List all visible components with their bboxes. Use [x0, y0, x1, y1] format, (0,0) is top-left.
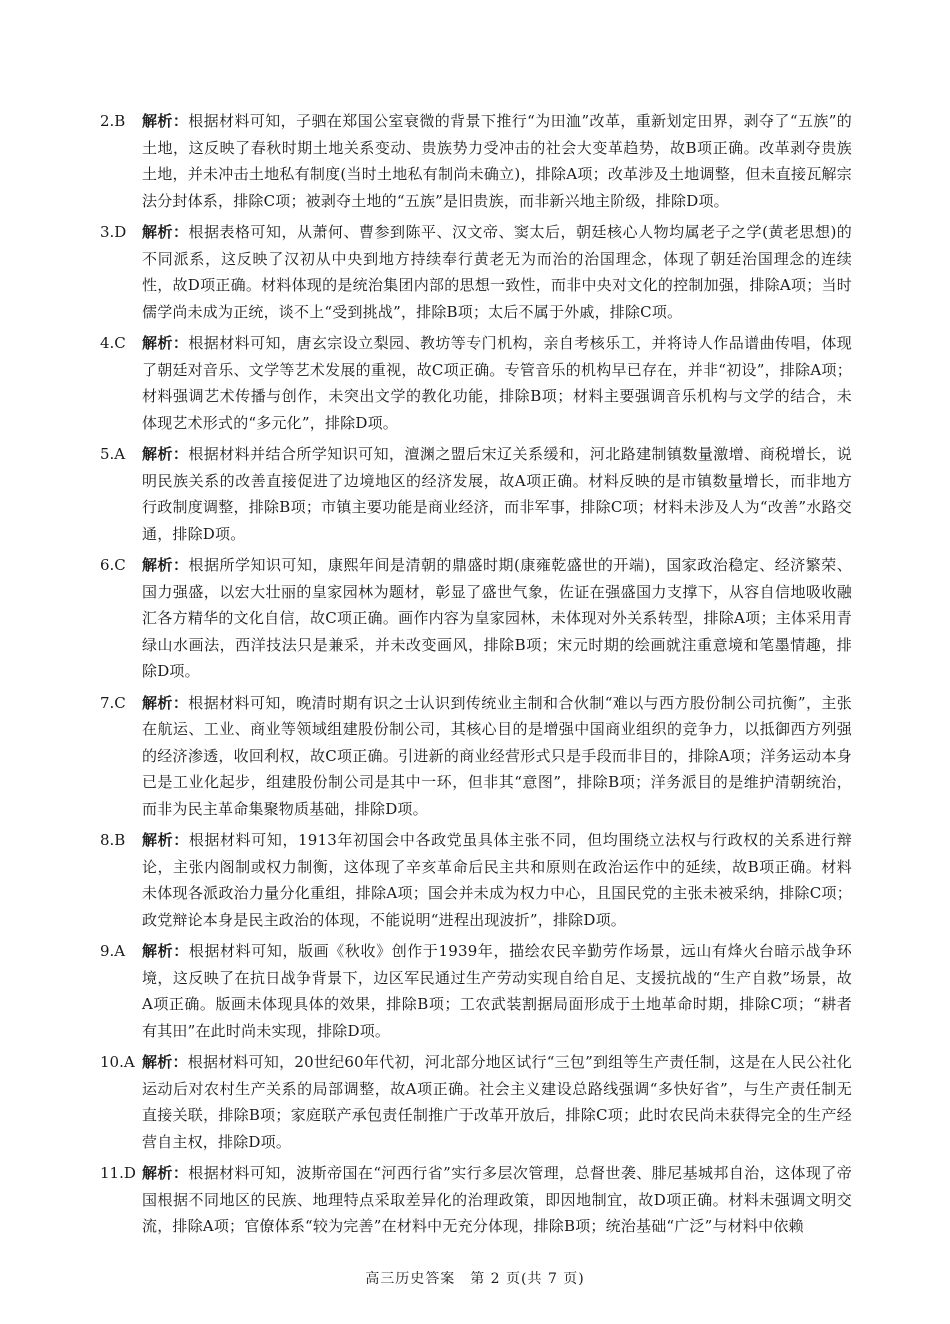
analysis-label: 解析： [142, 556, 189, 574]
explanation-text: 根据材料可知，20世纪60年代初，河北部分地区试行“三包”到组等生产责任制，这是在人民公社化运动后对农村生产关系的局部调整，故A项正确。社会主义建设总路线强调“多快好省”，与生产责任制无直接关联，排除B项；家庭联产承包责任制推广于改革开放后，排除C项；此时农民尚未获得完全的生产经营自主权，排除D项。 [142, 1053, 852, 1151]
answer-explanation [142, 690, 852, 823]
answer-number: 2.B [100, 112, 126, 130]
answer-explanation [142, 330, 852, 436]
answer-explanation [142, 938, 852, 1044]
answer-item [100, 1049, 852, 1155]
answer-item [100, 330, 852, 436]
analysis-label: 解析： [142, 112, 189, 130]
analysis-label: 解析： [142, 942, 189, 960]
answer-item [100, 938, 852, 1044]
answer-number: 4.C [100, 334, 126, 352]
answer-explanation [142, 441, 852, 547]
analysis-label: 解析： [142, 831, 189, 849]
analysis-label: 解析： [142, 223, 189, 241]
analysis-label: 解析： [142, 1164, 189, 1182]
answer-explanation [142, 1049, 852, 1155]
answer-number: 5.A [100, 445, 126, 463]
answer-explanation [142, 827, 852, 933]
explanation-text: 根据材料可知，版画《秋收》创作于1939年，描绘农民辛勤劳作场景，远山有烽火台暗示战争环境，这反映了在抗日战争背景下，边区军民通过生产劳动实现自给自足、支援抗战的“生产自救”场景，故A项正确。版画未体现具体的效果，排除B项；工农武装割据局面形成于土地革命时期，排除C项；“耕者有其田”在此时尚未实现，排除D项。 [142, 942, 852, 1040]
answer-item [100, 441, 852, 547]
analysis-label: 解析： [142, 445, 189, 463]
explanation-text: 根据材料可知，1913年初国会中各政党虽具体主张不同，但均围绕立法权与行政权的关系进行辩论，主张内阁制或权力制衡，这体现了辛亥革命后民主共和原则在政治运作中的延续，故B项正确。材料未体现各派政治力量分化重组，排除A项；国会并未成为权力中心，且国民党的主张未被采纳，排除C项；政党辩论本身是民主政治的体现，不能说明“进程出现波折”，排除D项。 [142, 831, 852, 929]
explanation-text: 根据材料可知，晚清时期有识之士认识到传统业主制和合伙制“难以与西方股份制公司抗衡”，主张在航运、工业、商业等领域组建股份制公司，其核心目的是增强中国商业组织的竞争力，以抵御西方列强的经济渗透，收回利权，故C项正确。引进新的商业经营形式只是手段而非目的，排除A项；洋务运动本身已是工业化起步，组建股份制公司是其中一环，但非其“意图”，排除B项；洋务派目的是维护清朝统治，而非为民主革命集聚物质基础，排除D项。 [142, 693, 852, 818]
answer-item [100, 827, 852, 933]
answer-explanation [142, 108, 852, 214]
answer-item [100, 1160, 852, 1240]
answer-number: 11.D [100, 1164, 136, 1182]
answer-item [100, 219, 852, 325]
page-footer: 高三历史答案 第 2 页(共 7 页) [365, 1271, 585, 1287]
answer-number: 8.B [100, 831, 126, 849]
answer-number: 6.C [100, 556, 126, 574]
answer-number: 3.D [100, 223, 127, 241]
answer-number: 10.A [100, 1053, 135, 1071]
explanation-text: 根据材料可知，子驷在郑国公室衰微的背景下推行“为田洫”改革，重新划定田界，剥夺了“五族”的土地，这反映了春秋时期土地关系变动、贵族势力受冲击的社会大变革趋势，故B项正确。改革剥夺贵族土地，并未冲击土地私有制度(当时土地私有制尚未确立)，排除A项；改革涉及土地调整，但未直接瓦解宗法分封体系，排除C项；被剥夺土地的“五族”是旧贵族，而非新兴地主阶级，排除D项。 [142, 112, 852, 210]
explanation-text: 根据材料可知，唐玄宗设立梨园、教坊等专门机构，亲自考核乐工，并将诗人作品谱曲传唱，体现了朝廷对音乐、文学等艺术发展的重视，故C项正确。专管音乐的机构早已存在，并非“初设”，排除A项；材料强调艺术传播与创作，未突出文学的教化功能，排除B项；材料主要强调音乐机构与文学的结合，未体现艺术形式的“多元化”，排除D项。 [142, 334, 852, 432]
analysis-label: 解析： [142, 1053, 188, 1071]
analysis-label: 解析： [142, 693, 189, 712]
answer-number: 9.A [100, 942, 126, 960]
answer-explanation [142, 552, 852, 685]
answer-list [100, 108, 852, 1245]
answer-explanation [142, 219, 852, 325]
explanation-text: 根据材料并结合所学知识可知，澶渊之盟后宋辽关系缓和，河北路建制镇数量激增、商税增长，说明民族关系的改善直接促进了边境地区的经济发展，故A项正确。材料反映的是市镇数量增长，而非地方行政制度调整，排除B项；市镇主要功能是商业经济，而非军事，排除C项；材料未涉及人为“改善”水路交通，排除D项。 [142, 445, 852, 543]
explanation-text: 根据所学知识可知，康熙年间是清朝的鼎盛时期(康雍乾盛世的开端)，国家政治稳定、经济繁荣、国力强盛，以宏大壮丽的皇家园林为题材，彰显了盛世气象，佐证在强盛国力支撑下，从容自信地吸收融汇各方精华的文化自信，故C项正确。画作内容为皇家园林，未体现对外关系转型，排除A项；主体采用青绿山水画法，西洋技法只是兼采，并未改变画风，排除B项；宋元时期的绘画就注重意境和笔墨情趣，排除D项。 [142, 556, 852, 680]
explanation-text: 根据材料可知，波斯帝国在“河西行省”实行多层次管理，总督世袭、腓尼基城邦自治，这体现了帝国根据不同地区的民族、地理特点采取差异化的治理政策，即因地制宜，故D项正确。材料未强调文明交流，排除A项；官僚体系“较为完善”在材料中无充分体现，排除B项；统治基础“广泛”与材料中依赖 [142, 1164, 852, 1235]
explanation-text: 根据表格可知，从萧何、曹参到陈平、汉文帝、窦太后，朝廷核心人物均属老子之学(黄老思想)的不同派系，这反映了汉初从中央到地方持续奉行黄老无为而治的治国理念，体现了朝廷治国理念的连续性，故D项正确。材料体现的是统治集团内部的思想一致性，而非中央对文化的控制加强，排除A项；当时儒学尚未成为正统，谈不上“受到挑战”，排除B项；太后不属于外戚，排除C项。 [142, 223, 852, 321]
analysis-label: 解析： [142, 334, 189, 352]
answer-item [100, 690, 852, 823]
answer-item [100, 108, 852, 214]
answer-item [100, 552, 852, 685]
answer-number: 7.C [100, 693, 126, 712]
answer-explanation [142, 1160, 852, 1240]
